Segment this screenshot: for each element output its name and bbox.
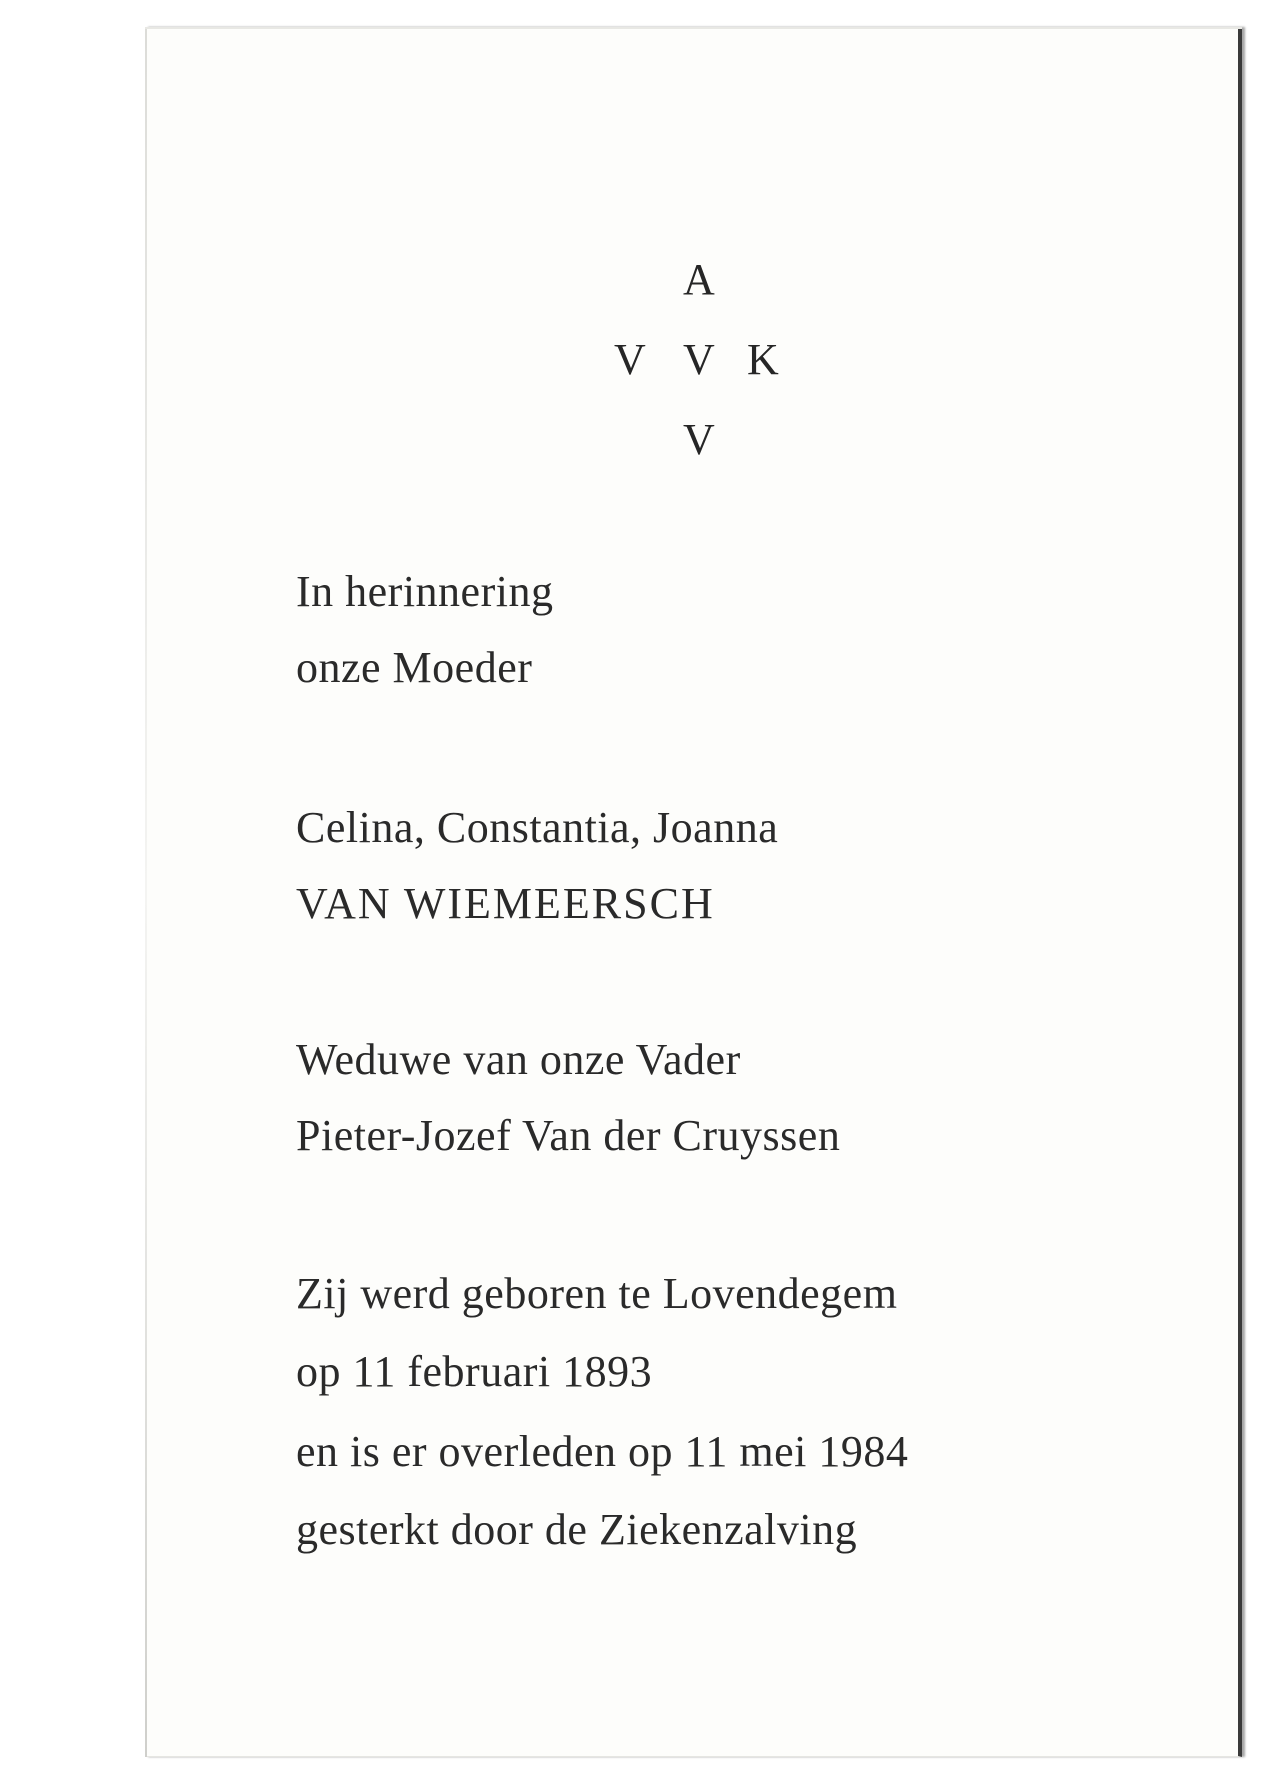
cross-right-letter: K bbox=[747, 335, 779, 384]
sacrament-line: gesterkt door de Ziekenzalving bbox=[296, 1505, 858, 1554]
deceased-given-names: Celina, Constantia, Joanna bbox=[296, 803, 779, 852]
cross-bottom-letter: V bbox=[683, 415, 715, 464]
card-left-edge bbox=[145, 27, 147, 1757]
cross-center-letter: V bbox=[683, 335, 715, 384]
death-date-line: en is er overleden op 11 mei 1984 bbox=[296, 1427, 909, 1476]
deceased-surname: VAN WIEMEERSCH bbox=[296, 879, 715, 928]
memorial-relation-line: onze Moeder bbox=[296, 643, 533, 692]
cross-left-letter: V bbox=[614, 335, 646, 384]
birthplace-line: Zij werd geboren te Lovendegem bbox=[296, 1269, 898, 1318]
birth-date-line: op 11 februari 1893 bbox=[296, 1347, 653, 1396]
widow-line: Weduwe van onze Vader bbox=[296, 1035, 741, 1084]
card-top-edge bbox=[145, 27, 1242, 29]
cross-top-letter: A bbox=[683, 255, 715, 304]
husband-name-line: Pieter-Jozef Van der Cruyssen bbox=[296, 1111, 841, 1160]
memorial-intro-line: In herinnering bbox=[296, 567, 554, 616]
